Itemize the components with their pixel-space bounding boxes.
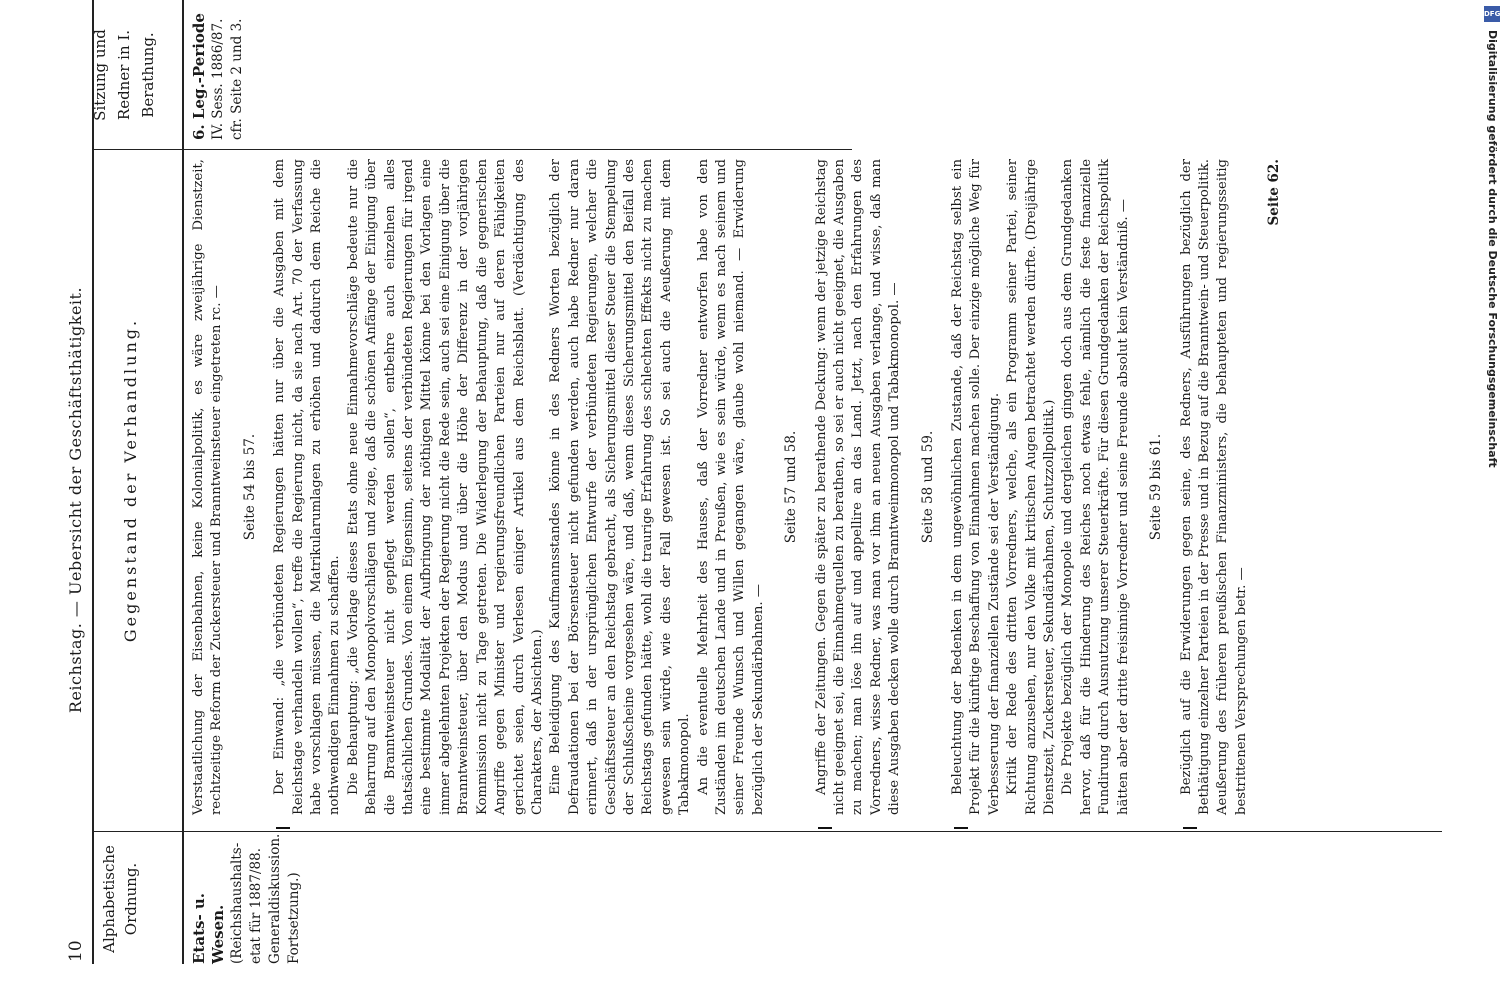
column-header-sitting: Sitzung und Redner in I. Berathung. (91, 29, 157, 121)
page-number: 10 (66, 940, 86, 962)
paragraph: Bezüglich auf die Erwiderungen gegen seine, des Redners, Ausführungen bezüglich der Bethätigung einzelner Parteien in der Presse und in Bezug auf die Branntwein- und Steuerpolitik. Aeußerung des früheren preußischen Finanzministers, die behaupteten und regierungsseitig bestrittenen Versprechungen betr. — (1178, 159, 1252, 815)
column-divider-right (92, 149, 852, 150)
sitting-entry (190, 0, 247, 140)
paragraph: Der Einwand: „die verbündeten Regierungen hätten nur über die Ausgaben mit dem Reichstage verhandeln wollen“, treffe die Regierung nicht, da sie nach Art. 70 der Verfassung habe vorschlagen müssen, die Matrikularumlagen zu erhöhen und dadurch dem Reiche die nothwendigen Einnahmen zu schaffen. (271, 159, 345, 815)
digitization-credit: Digitalisierung gefördert durch die Deutsche Forschungsgemeinschaft (1486, 30, 1499, 468)
paragraph: Beleuchtung der Bedenken in dem ungewöhnlichen Zustande, daß der Reichstag selbst ein Projekt für die künftige Beschaffung von Einnahmen machen solle. Der einzige mögliche Weg für Verbesserung der finanziellen Zustände sei der Verständigung. (949, 159, 1004, 815)
column-header-alpha: Alphabetische Ordnung. (100, 845, 140, 953)
paragraph: Kritik der Rede des dritten Vorredners, welche, als ein Programm seiner Partei, seiner Richtung anzusehen, nur den Volke mit kritischen Augen betrachtet werden dürfte. (Dreijährige Dienstzeit, Zuckersteuer, Sekundärbahnen, Schutzzollpolitik.) (1005, 159, 1058, 815)
rule-header (182, 0, 184, 964)
column-header-main: Gegenstand der Verhandlung. (121, 317, 140, 643)
entry-dash (276, 827, 290, 829)
running-head (66, 0, 88, 1000)
entry-dash (954, 827, 968, 829)
digitization-sidebar (1481, 0, 1505, 1000)
alpha-note: (Reichshaushalts-etat für 1887/88. Generaldiskussion. Fortsetzung.) (229, 833, 302, 964)
paragraph: Verstaatlichung der Eisenbahnen, keine Kolonialpolitik, es wäre zweijährige Dienstzeit, rechtzeitige Reform der Zuckersteuer und Branntweinsteuer eingetreten rc. — (191, 159, 225, 815)
entry-dash (1183, 827, 1197, 829)
page-reference: Seite 58 und 59. (919, 430, 936, 544)
dfg-logo-icon: DFG (1484, 6, 1500, 22)
page-reference: Seite 57 und 58. (783, 430, 800, 544)
legislative-period: 6. Leg.-Periode (190, 13, 208, 140)
alpha-entry (190, 834, 304, 964)
paragraph: Eine Beleidigung des Kaufmannsstandes könne in des Redners Worten bezüglich der Defraudationen bei der Börsensteuer nicht gefunden werden, auch habe Redner nur daran erinnert, daß in der ursprünglichen Entwurfe der verbündeten Regierungen, welcher die Geschäftssteuer an den Reichstag gebracht, als Sicherungsmittel dieser Steuer die Stempelung der Schlußscheine vorgesehen wäre, und daß, wenn dieses Sicherungsmittel den Beifall des Reichstags gefunden hätte, wohl die traurige Erfahrung des schlechten Effekts nicht zu machen gewesen sein würde, wie dies der Fall gewesen ist. So sei auch die Aeußerung mit dem Tabakmonopol. (548, 159, 693, 815)
running-title: Reichstag. — Uebersicht der Geschäftsthätigkeit. (66, 286, 85, 714)
alpha-keyword: Etats- u. Wesen. (190, 892, 227, 964)
paragraph: An die eventuelle Mehrheit des Hauses, daß der Vorredner entworfen habe von den Zuständen im deutschen Lande und in Preußen, wie es sein würde, wenn es nach seinem und seiner Freunde Wunsch und Willen gegangen wäre, glaube wohl niemand. — Erwiderung bezüglich der Sekundärbahnen. — (695, 159, 766, 815)
paragraph: Die Projekte bezüglich der Monopole und dergleichen gingen doch aus dem Grundgedanken hervor, daß für die Hinderung des Reiches noch etwas fehle, nämlich die feste finanzielle Fundirung durch Ausnutzung unserer Steuerkräfte. Für diesen Grundgedanken der Reichspolitik hätten aber der dritte freisinnige Vorredner und seine Freunde absolut kein Verständniß. — (1060, 159, 1131, 815)
paragraph: Die Behauptung: „die Vorlage dieses Etats ohne neue Einnahmevorschläge bedeute nur die Beharrung auf den Monopolvorschlägen und zeige, daß die schönen Anfänge der Einigung über die Branntweinsteuer nicht gepflegt werden sollen“, entbehre auch einzelnen alles thatsächlichen Grundes. Von einem Eigensinn, seitens der verbündeten Regierungen für irgend eine bestimmte Modalität der Aufbringung der nöthigen Mittel könne bei den Vorlagen eine immer abgelehnten Projekten der Regierung nicht die Rede sein, auch sei eine Einigung über die Branntweinsteuer, über den Modus und über die Höhe der Differenz in der vorjährigen Kommission nicht zu Tage getreten. Die Widerlegung der Behauptung, daß die gegnerischen Angriffe gegen Minister und regierungsfreundlichen Parteien nur auf deren Fähigkeiten gerichtet seien, durch Verlesen einiger Artikel aus dem Reichsblatt. (Verdächtigung des Charakters, der Absichten.) (345, 159, 545, 815)
page-reference: Seite 59 bis 61. (1148, 433, 1165, 541)
entry-dash (818, 827, 832, 829)
main-text (190, 159, 1296, 815)
column-divider-left (92, 831, 1442, 832)
session: IV. Sess. 1886/87. (210, 18, 226, 140)
page-reference: Seite 62. (1266, 159, 1283, 226)
page-reference: Seite 54 bis 57. (241, 433, 258, 541)
sitting-reference: cfr. Seite 2 und 3. (229, 18, 245, 140)
paragraph: Angriffe der Zeitungen. Gegen die später zu berathende Deckung: wenn der jetzige Reichstag nicht geeignet sei, die Einnahmequellen zu berathen, so sei er auch nicht geeignet, die Ausgaben zu machen; man löse ihn auf und appellire an das Land. Jetzt, nach den Erfahrungen des Vorredners, wisse Redner, was man vor ihm an neuen Ausgaben verlange, und wisse, daß man diese Ausgaben decken wolle durch Branntweinmonopol und Tabakmonopol. — (813, 159, 905, 815)
